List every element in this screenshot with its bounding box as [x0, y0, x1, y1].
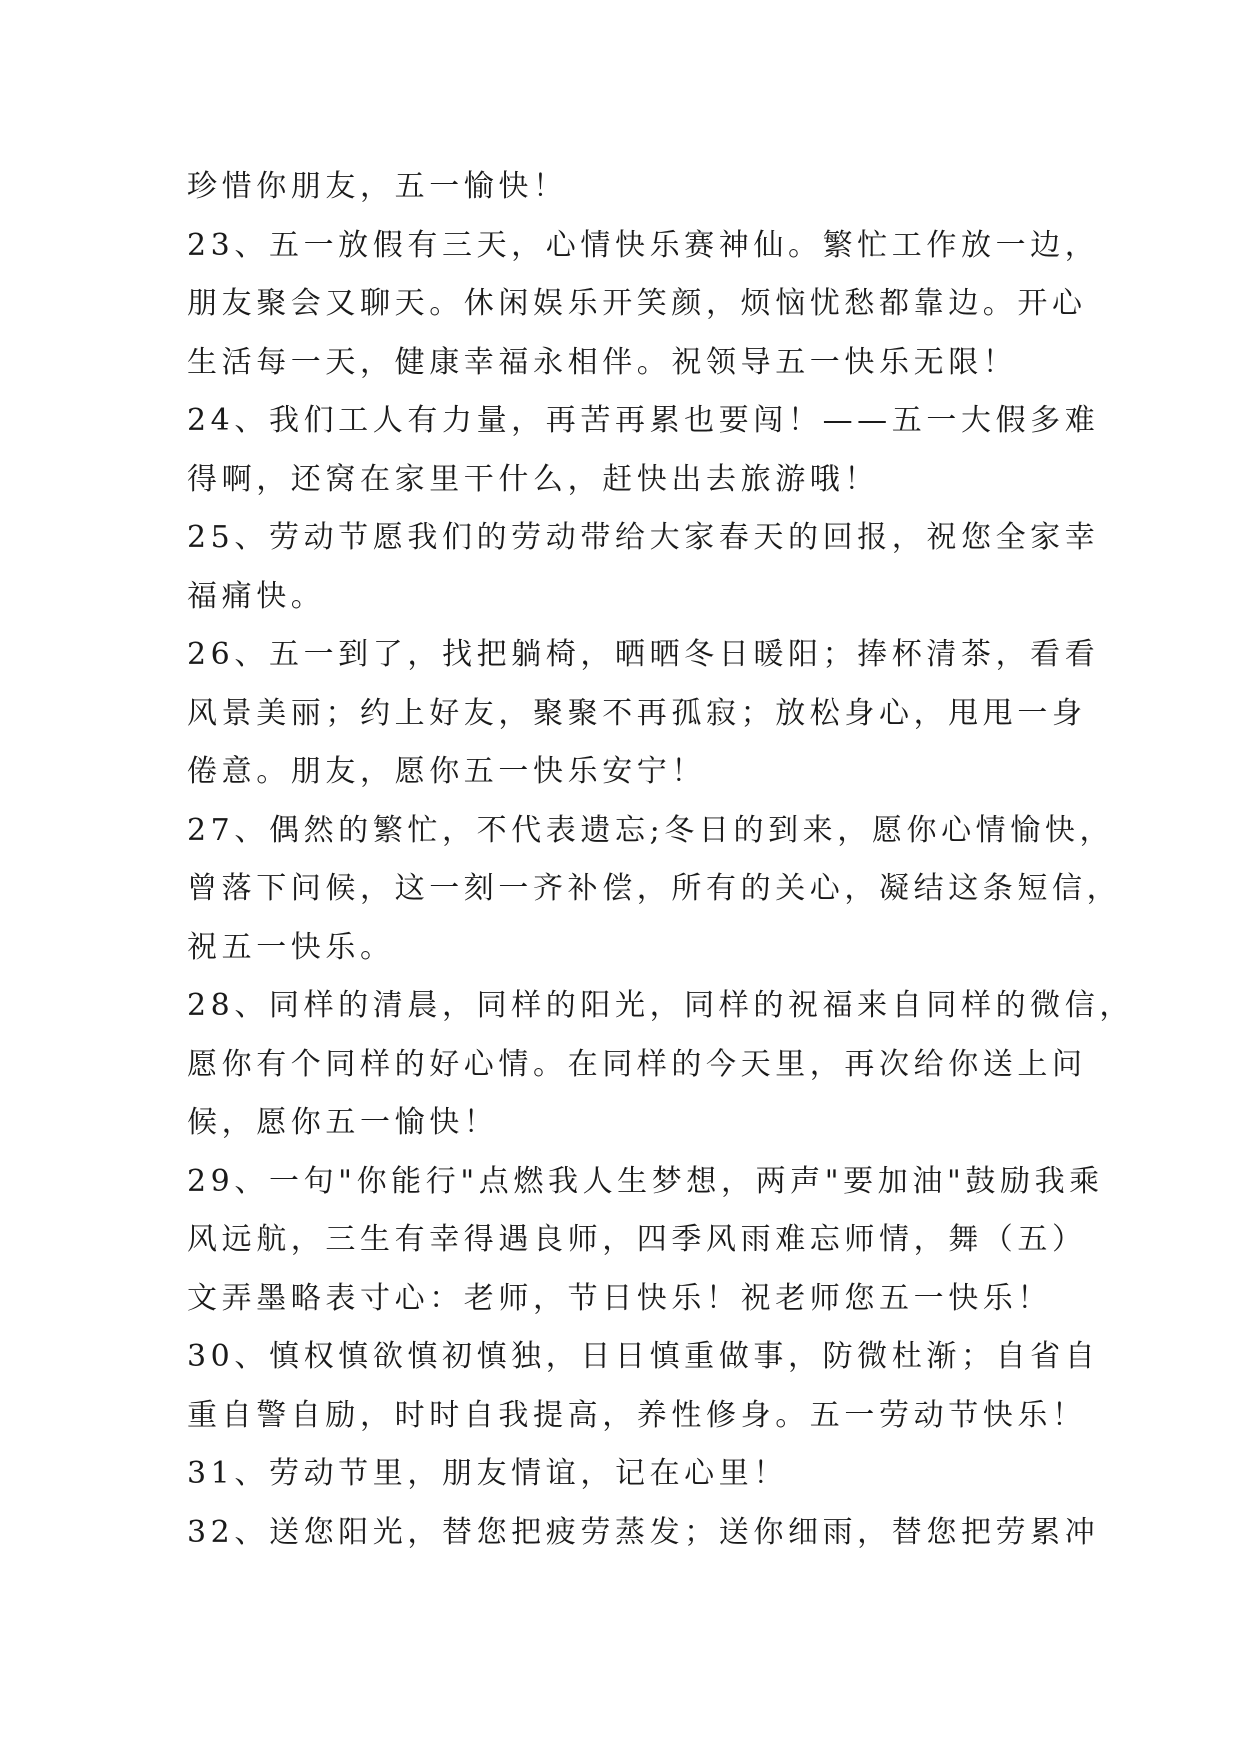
document-body — [187, 158, 1134, 1562]
text-line: 愿你有个同样的好心情。在同样的今天里，再次给你送上问 — [187, 1046, 1087, 1082]
text-line: 珍惜你朋友，五一愉快！ — [187, 169, 568, 204]
text-line: 祝五一快乐。 — [187, 929, 395, 965]
text-line: 倦意。朋友，愿你五一快乐安宁！ — [187, 754, 706, 789]
text-line: 重自警自励，时时自我提高，养性修身。五一劳动节快乐！ — [187, 1397, 1087, 1433]
text-line: 得啊，还窝在家里干什么，赶快出去旅游哦！ — [187, 461, 879, 497]
text-line: 24、我们工人有力量，再苦再累也要闯！——五一大假多难 — [187, 403, 1100, 438]
text-line: 30、慎权慎欲慎初慎独，日日慎重做事，防微杜渐；自省自 — [187, 1339, 1100, 1374]
text-line: 文弄墨略表寸心：老师，节日快乐！祝老师您五一快乐！ — [187, 1280, 1052, 1316]
text-line: 风景美丽；约上好友，聚聚不再孤寂；放松身心，甩甩一身 — [187, 695, 1087, 731]
text-line: 27、偶然的繁忙，不代表遗忘;冬日的到来，愿你心情愉快， — [187, 812, 1115, 848]
text-line: 生活每一天，健康幸福永相伴。祝领导五一快乐无限！ — [187, 344, 1018, 380]
text-line: 候，愿你五一愉快！ — [187, 1105, 499, 1140]
text-line: 31、劳动节里，朋友情谊，记在心里！ — [187, 1456, 788, 1491]
text-line: 28、同样的清晨，同样的阳光，同样的祝福来自同样的微信， — [187, 988, 1134, 1023]
text-line: 32、送您阳光，替您把疲劳蒸发；送你细雨，替您把劳累冲 — [187, 1514, 1100, 1550]
text-line: 25、劳动节愿我们的劳动带给大家春天的回报，祝您全家幸 — [187, 520, 1100, 555]
text-line: 朋友聚会又聊天。休闲娱乐开笑颜，烦恼忧愁都靠边。开心 — [187, 286, 1087, 321]
text-line: 29、一句"你能行"点燃我人生梦想，两声"要加油"鼓励我乘 — [187, 1163, 1104, 1199]
text-line: 福痛快。 — [187, 578, 326, 614]
text-line: 23、五一放假有三天，心情快乐赛神仙。繁忙工作放一边， — [187, 227, 1100, 263]
text-line: 曾落下问候，这一刻一齐补偿，所有的关心，凝结这条短信， — [187, 871, 1122, 906]
text-line: 26、五一到了，找把躺椅，晒晒冬日暖阳；捧杯清茶，看看 — [187, 637, 1100, 672]
text-line: 风远航，三生有幸得遇良师，四季风雨难忘师情，舞（五） — [187, 1222, 1087, 1257]
